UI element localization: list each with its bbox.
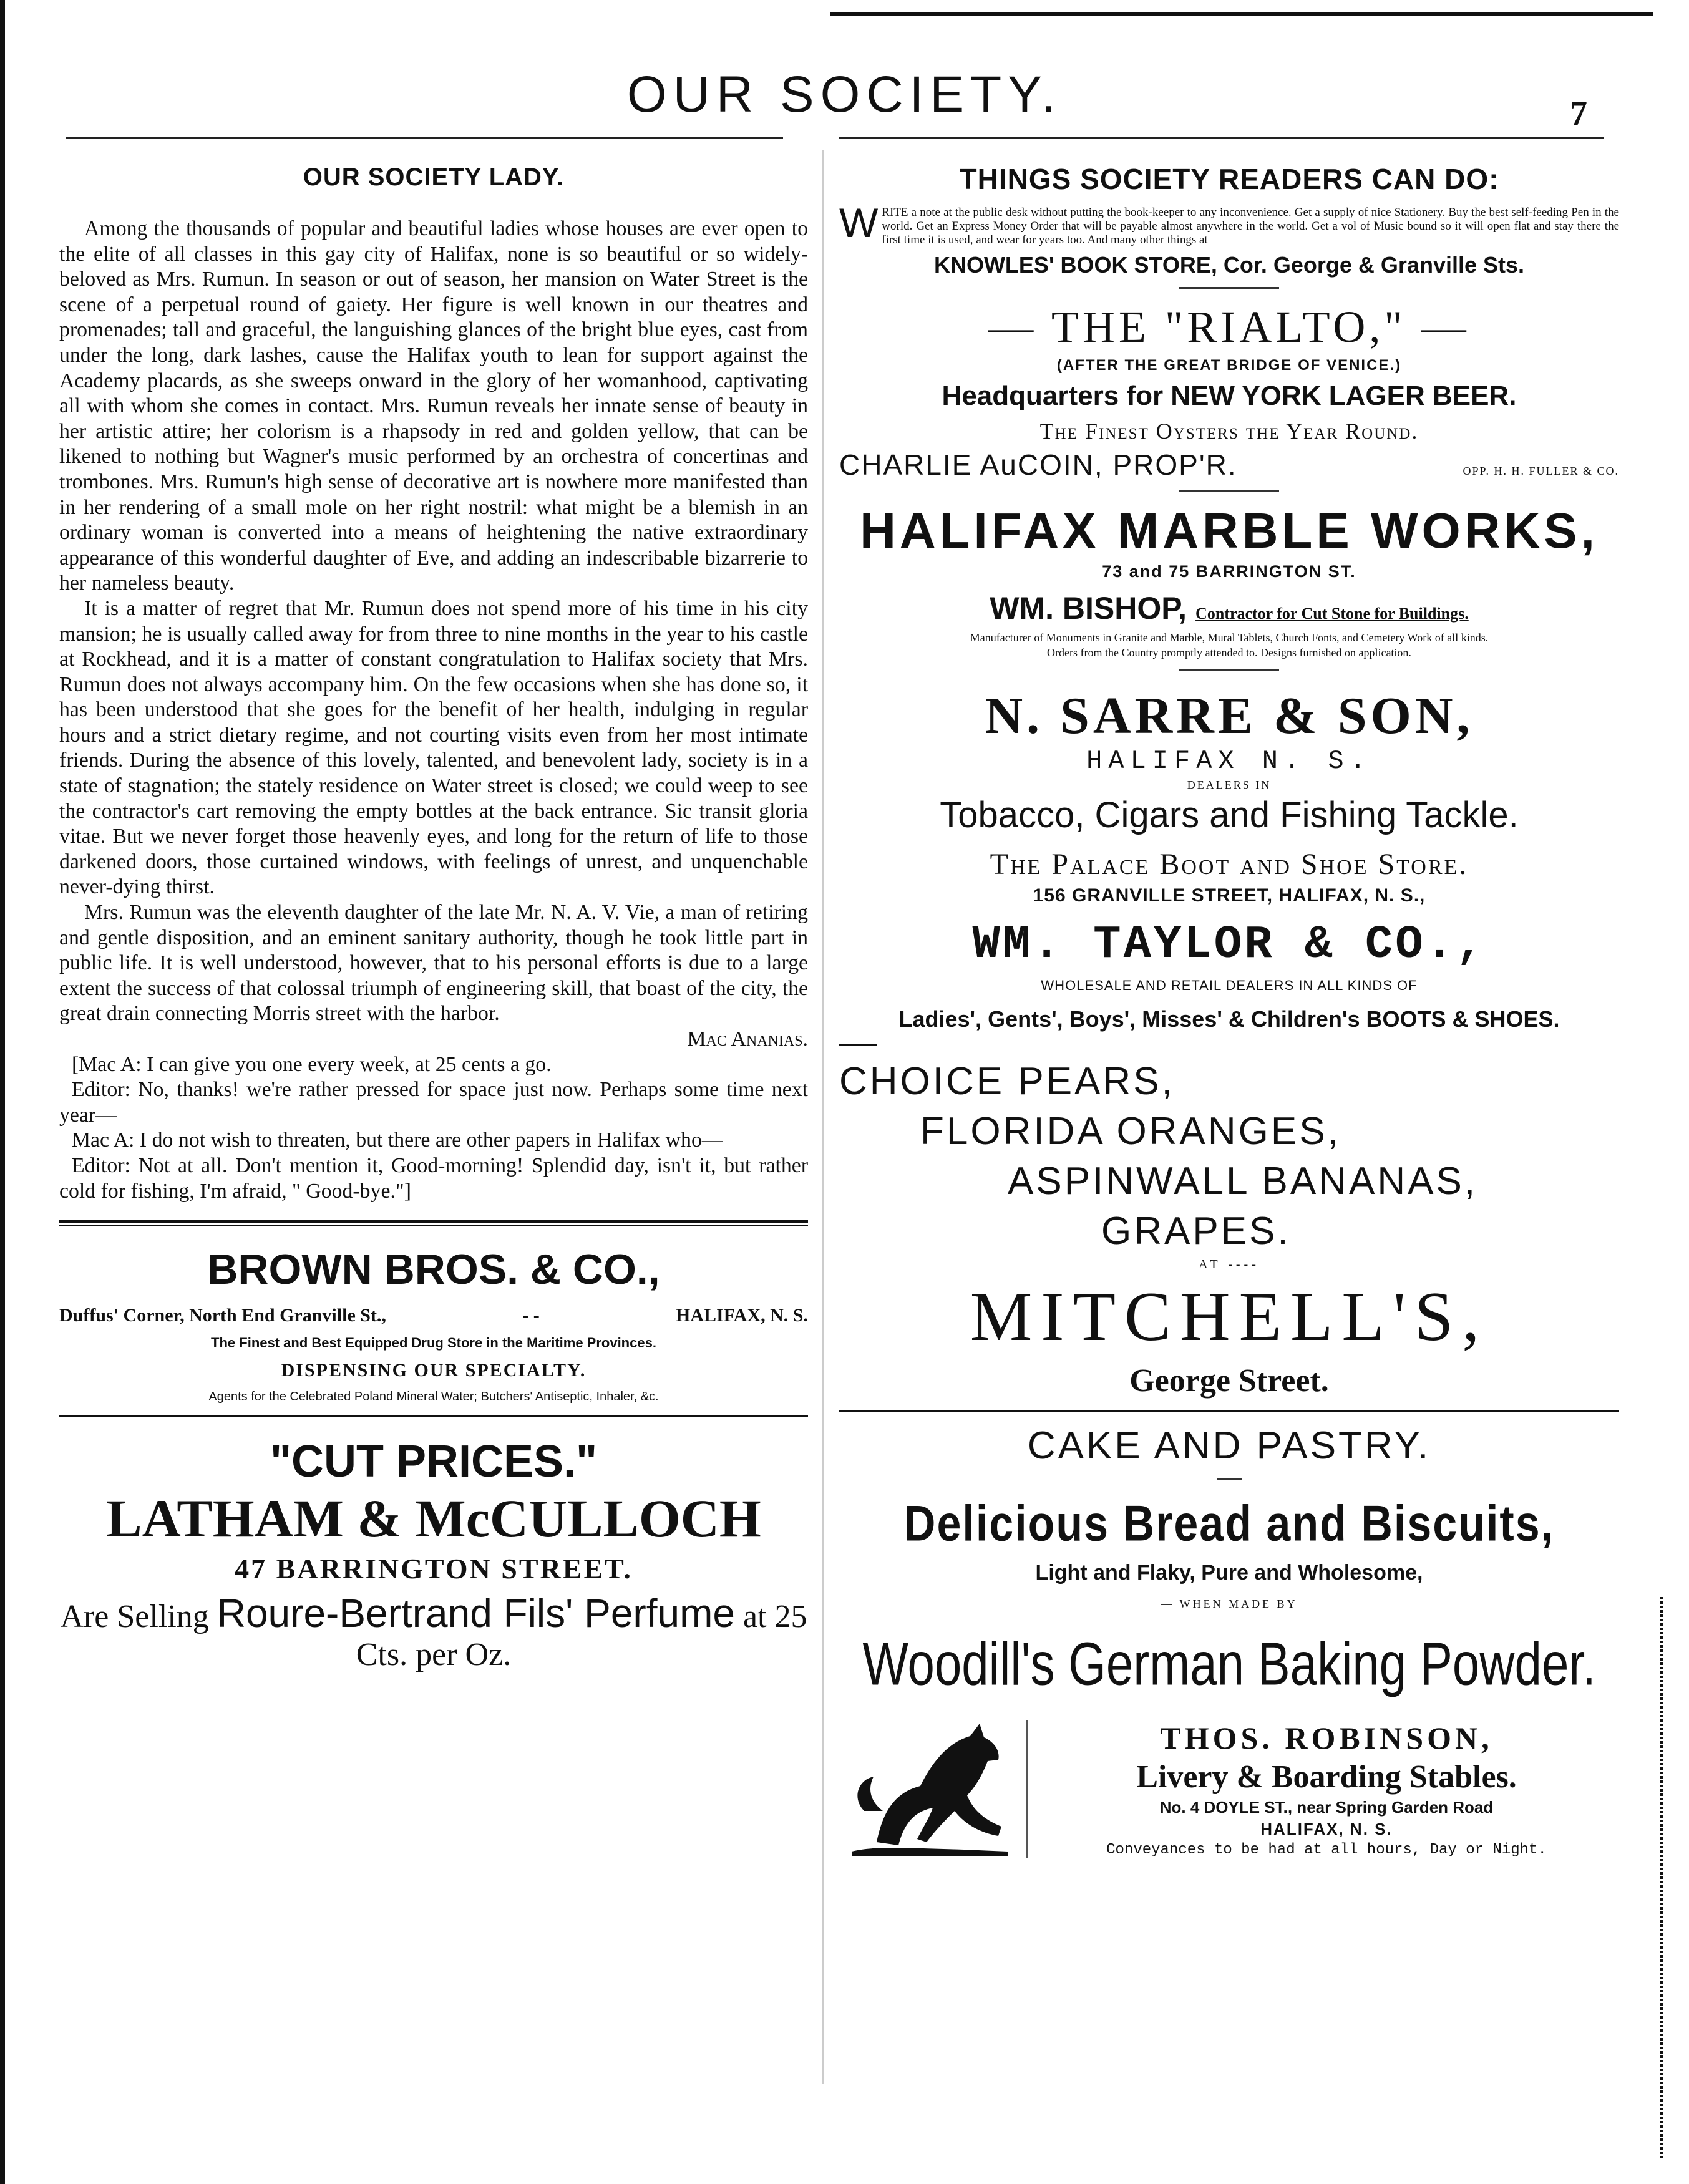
- rialto-headline: Headquarters for NEW YORK LAGER BEER.: [942, 381, 1517, 411]
- bishop-orders: Orders from the Country promptly attended to. Designs furnished on application.: [1047, 646, 1411, 659]
- when-made-by: — WHEN MADE BY: [1161, 1598, 1298, 1610]
- article-title: OUR SOCIETY LADY.: [303, 163, 565, 191]
- things-body: [839, 200, 1619, 247]
- bishop-name: WM. BISHOP,: [990, 591, 1187, 626]
- rialto-oysters: The Finest Oysters the Year Round.: [1039, 419, 1419, 444]
- palace-address: 156 GRANVILLE STREET, HALIFAX, N. S.,: [1033, 885, 1426, 906]
- page-number: 7: [1570, 94, 1587, 133]
- editor-dialogue: [59, 1052, 808, 1205]
- article-signature: Mac Ananias.: [687, 1027, 808, 1051]
- robinson-text: [1026, 1720, 1619, 1858]
- robinson-city: HALIFAX, N. S.: [1260, 1820, 1393, 1838]
- article-paragraph: It is a matter of regret that Mr. Rumun does not spend more of his time in his city mansion; he is usually called away for from three to nine months in the year to his castle at Rockhead, and it is a matter of constant congratulation to Halifax society that Mrs. Rumun does not always accompany him. On the few occasions when she has done so, it has been understood that she goes for the benefit of her health, indulging in regular hours and a strict dietary regime, and not courting visits even from her most intimate friends. During the absence of this lovely, talented, and benevolent lady, society is in a state of stagnation; the stately residence on Water street is closed; we could weep to see the contractor's cart removing the empty bottles at the back entrance. Sic transit gloria vitae. But we never forget those heavenly eyes, and long for the return of life to those darkened doors, those curtained windows, with feelings of unrest, and unquenchable never-dying thirst.: [59, 596, 808, 899]
- marble-title: HALIFAX MARBLE WORKS,: [860, 503, 1599, 558]
- brown-agents: Agents for the Celebrated Poland Mineral Water; Butchers' Antiseptic, Inhaler, &c.: [208, 1390, 659, 1404]
- page-edge-left: [0, 0, 5, 2184]
- dialogue-line: [Mac A: I can give you one every week, at 25 cents a go.: [72, 1052, 552, 1076]
- rialto-opposite: OPP. H. H. FULLER & CO.: [1463, 465, 1619, 477]
- society-lady-article: [59, 163, 808, 1204]
- sarre-ad: [839, 686, 1619, 836]
- latham-ad: [59, 1436, 808, 1673]
- dialogue-line: Editor: No, thanks! we're rather pressed for space just now. Perhaps some time next year—: [59, 1078, 808, 1127]
- dialogue-line: Editor: Not at all. Don't mention it, Good-morning! Splendid day, isn't it, but rather cold for fishing, I'm afraid, " Good-bye."]: [59, 1153, 808, 1203]
- mitchell-street: George Street.: [1129, 1363, 1329, 1399]
- fruit-line: FLORIDA ORANGES,: [920, 1110, 1341, 1153]
- fruit-list: [839, 1057, 1619, 1256]
- divider: [1179, 490, 1279, 492]
- section-rule: [59, 1220, 808, 1226]
- divider: [839, 1044, 877, 1046]
- brown-address-dots: - -: [522, 1305, 540, 1326]
- divider: [1217, 1478, 1242, 1480]
- header-rule-right: [839, 137, 1604, 139]
- sarre-location: HALIFAX N. S.: [1086, 746, 1372, 776]
- marble-address: 73 and 75 BARRINGTON ST.: [1102, 562, 1356, 581]
- sarre-name: N. SARRE & SON,: [985, 687, 1474, 745]
- brown-bros-ad: [59, 1245, 808, 1404]
- sarre-goods: Tobacco, Cigars and Fishing Tackle.: [940, 795, 1519, 835]
- palace-name: The Palace Boot and Shoe Store.: [990, 848, 1469, 881]
- article-paragraph: Mrs. Rumun was the eleventh daughter of the late Mr. N. A. V. Vie, a man of retiring and gentle disposition, and an eminent sanitary authority, though he took little part in public life. It is well understood, however, that to his personal efforts is due to a large extent the success of that colossal triumph of engineering skill, that boast of the city, the great drain connecting Morris street with the harbor.: [59, 901, 808, 1026]
- robinson-address: No. 4 DOYLE ST., near Spring Garden Road: [1159, 1798, 1494, 1817]
- page-edge-right: [1660, 1597, 1663, 2158]
- cut-prices-heading: "CUT PRICES.": [270, 1437, 598, 1487]
- palace-ad: [839, 847, 1619, 1032]
- article-paragraph: Among the thousands of popular and beautiful ladies whose houses are ever open to the elite of all classes in this gay city of Halifax, none is so beautiful or so widely-beloved as Mrs. Rumun. In season or out of season, her mansion on Water Street is the scene of a perpetual round of gaiety. Her figure is well known in our theatres and promenades; tall and graceful, the languishing glances of the bright blue eyes, cast from under the long, dark lashes, cause the Halifax youth to lean for support against the Academy placards, as she sweeps onward in the glory of her womanhood, captivating all with whom she comes in contact. Mrs. Rumun reveals her innate sense of beauty in her artistic attire; her colorism is a rhapsody in red and golden yellow, that can be likened to nothing but Wagner's music performed by an orchestra of concertinas and trombones. Mrs. Rumun's high sense of decorative art is nowhere more manifested than in her rendering of a small mole on her right nostril: what might be a blemish in an ordinary woman is converted into a means of heightening the native extraordinary appearance of this wonderful daughter of Eve, and adding an indescribable bizarrerie to her nameless beauty.: [59, 217, 808, 595]
- left-column: [59, 150, 808, 1678]
- things-ad: [839, 162, 1619, 278]
- column-divider: [822, 150, 824, 2084]
- divider: [1179, 287, 1279, 289]
- right-column: [839, 150, 1619, 1861]
- bishop-services: Manufacturer of Monuments in Granite and Marble, Mural Tablets, Church Fonts, and Cemetery Work of all kinds.: [970, 631, 1489, 644]
- brown-address-city: HALIFAX, N. S.: [676, 1305, 808, 1326]
- brown-specialty: DISPENSING OUR SPECIALTY.: [281, 1360, 587, 1381]
- marble-works-ad: [839, 502, 1619, 660]
- fruit-line: ASPINWALL BANANAS,: [1008, 1160, 1478, 1203]
- rialto-title: — THE "RIALTO," —: [988, 302, 1470, 352]
- bakery-ad: [839, 1424, 1619, 1698]
- things-dropcap: W: [839, 200, 879, 246]
- brown-tagline: The Finest and Best Equipped Drug Store in the Maritime Provinces.: [211, 1335, 656, 1351]
- rialto-proprietor: CHARLIE AuCOIN, PROP'R.: [839, 449, 1237, 481]
- selling-prefix: Are Selling: [60, 1599, 209, 1635]
- bread-heading: Delicious Bread and Biscuits,: [903, 1495, 1555, 1551]
- baking-powder: Woodill's German Baking Powder.: [862, 1629, 1596, 1698]
- knowles-store: KNOWLES' BOOK STORE, Cor. George & Granville Sts.: [933, 252, 1525, 278]
- mitchell-name: MITCHELL'S,: [970, 1278, 1489, 1356]
- bishop-row: [839, 590, 1619, 626]
- rialto-ad: [839, 301, 1619, 482]
- latham-name: LATHAM & McCULLOCH: [106, 1488, 761, 1549]
- horse-icon: [839, 1717, 1026, 1861]
- brown-bros-title: BROWN BROS. & CO.,: [207, 1246, 660, 1294]
- selling-price: at 25 Cts. per Oz.: [356, 1599, 807, 1673]
- things-text: RITE a note at the public desk without putting the book-keeper to any inconvenience. Get a supply of nice Stationery. Buy the best self-feeding Pen in the world. Get an Express Money Order that will be payable almost anywhere in the world. Get a vol of Music bound so it will open flat and stay there the first time it is used, and wear for years too. And many other things at: [882, 206, 1619, 246]
- cake-heading: CAKE AND PASTRY.: [1027, 1424, 1431, 1467]
- taylor-name: WM. TAYLOR & CO.,: [972, 919, 1486, 971]
- fruit-line: CHOICE PEARS,: [839, 1060, 1175, 1103]
- latham-address: 47 BARRINGTON STREET.: [235, 1553, 633, 1585]
- rialto-proprietor-row: [839, 448, 1619, 482]
- dialogue-line: Mac A: I do not wish to threaten, but there are other papers in Halifax who—: [72, 1128, 723, 1152]
- sarre-dealers: DEALERS IN: [1187, 779, 1272, 791]
- robinson-conveyance: Conveyances to be had at all hours, Day or Night.: [1106, 1842, 1547, 1858]
- section-rule: [59, 1415, 808, 1417]
- bishop-role: Contractor for Cut Stone for Buildings.: [1195, 604, 1469, 623]
- robinson-livery: Livery & Boarding Stables.: [1136, 1759, 1517, 1795]
- section-rule: [839, 1410, 1619, 1412]
- mitchell-ad: [839, 1057, 1619, 1399]
- things-title: THINGS SOCIETY READERS CAN DO:: [959, 163, 1499, 195]
- fruit-line: GRAPES.: [1101, 1210, 1291, 1253]
- top-rule: [830, 12, 1653, 16]
- taylor-subtitle: WHOLESALE AND RETAIL DEALERS IN ALL KINDS OF: [1041, 978, 1418, 993]
- page-header-title: OUR SOCIETY.: [626, 66, 1063, 123]
- taylor-goods: Ladies', Gents', Boys', Misses' & Children's BOOTS & SHOES.: [898, 1006, 1560, 1032]
- divider: [1179, 669, 1279, 671]
- bread-tagline: Light and Flaky, Pure and Wholesome,: [1035, 1561, 1423, 1585]
- latham-selling: [59, 1590, 808, 1673]
- header-rule-left: [66, 137, 783, 139]
- brown-bros-address: [59, 1305, 808, 1326]
- robinson-ad: [839, 1717, 1619, 1861]
- perfume-name: Roure-Bertrand Fils' Perfume: [217, 1591, 736, 1636]
- robinson-name: THOS. ROBINSON,: [1160, 1721, 1493, 1755]
- brown-address-street: Duffus' Corner, North End Granville St.,: [59, 1305, 386, 1326]
- fruit-at: AT ----: [1199, 1258, 1260, 1271]
- rialto-subtitle: (AFTER THE GREAT BRIDGE OF VENICE.): [1056, 357, 1402, 374]
